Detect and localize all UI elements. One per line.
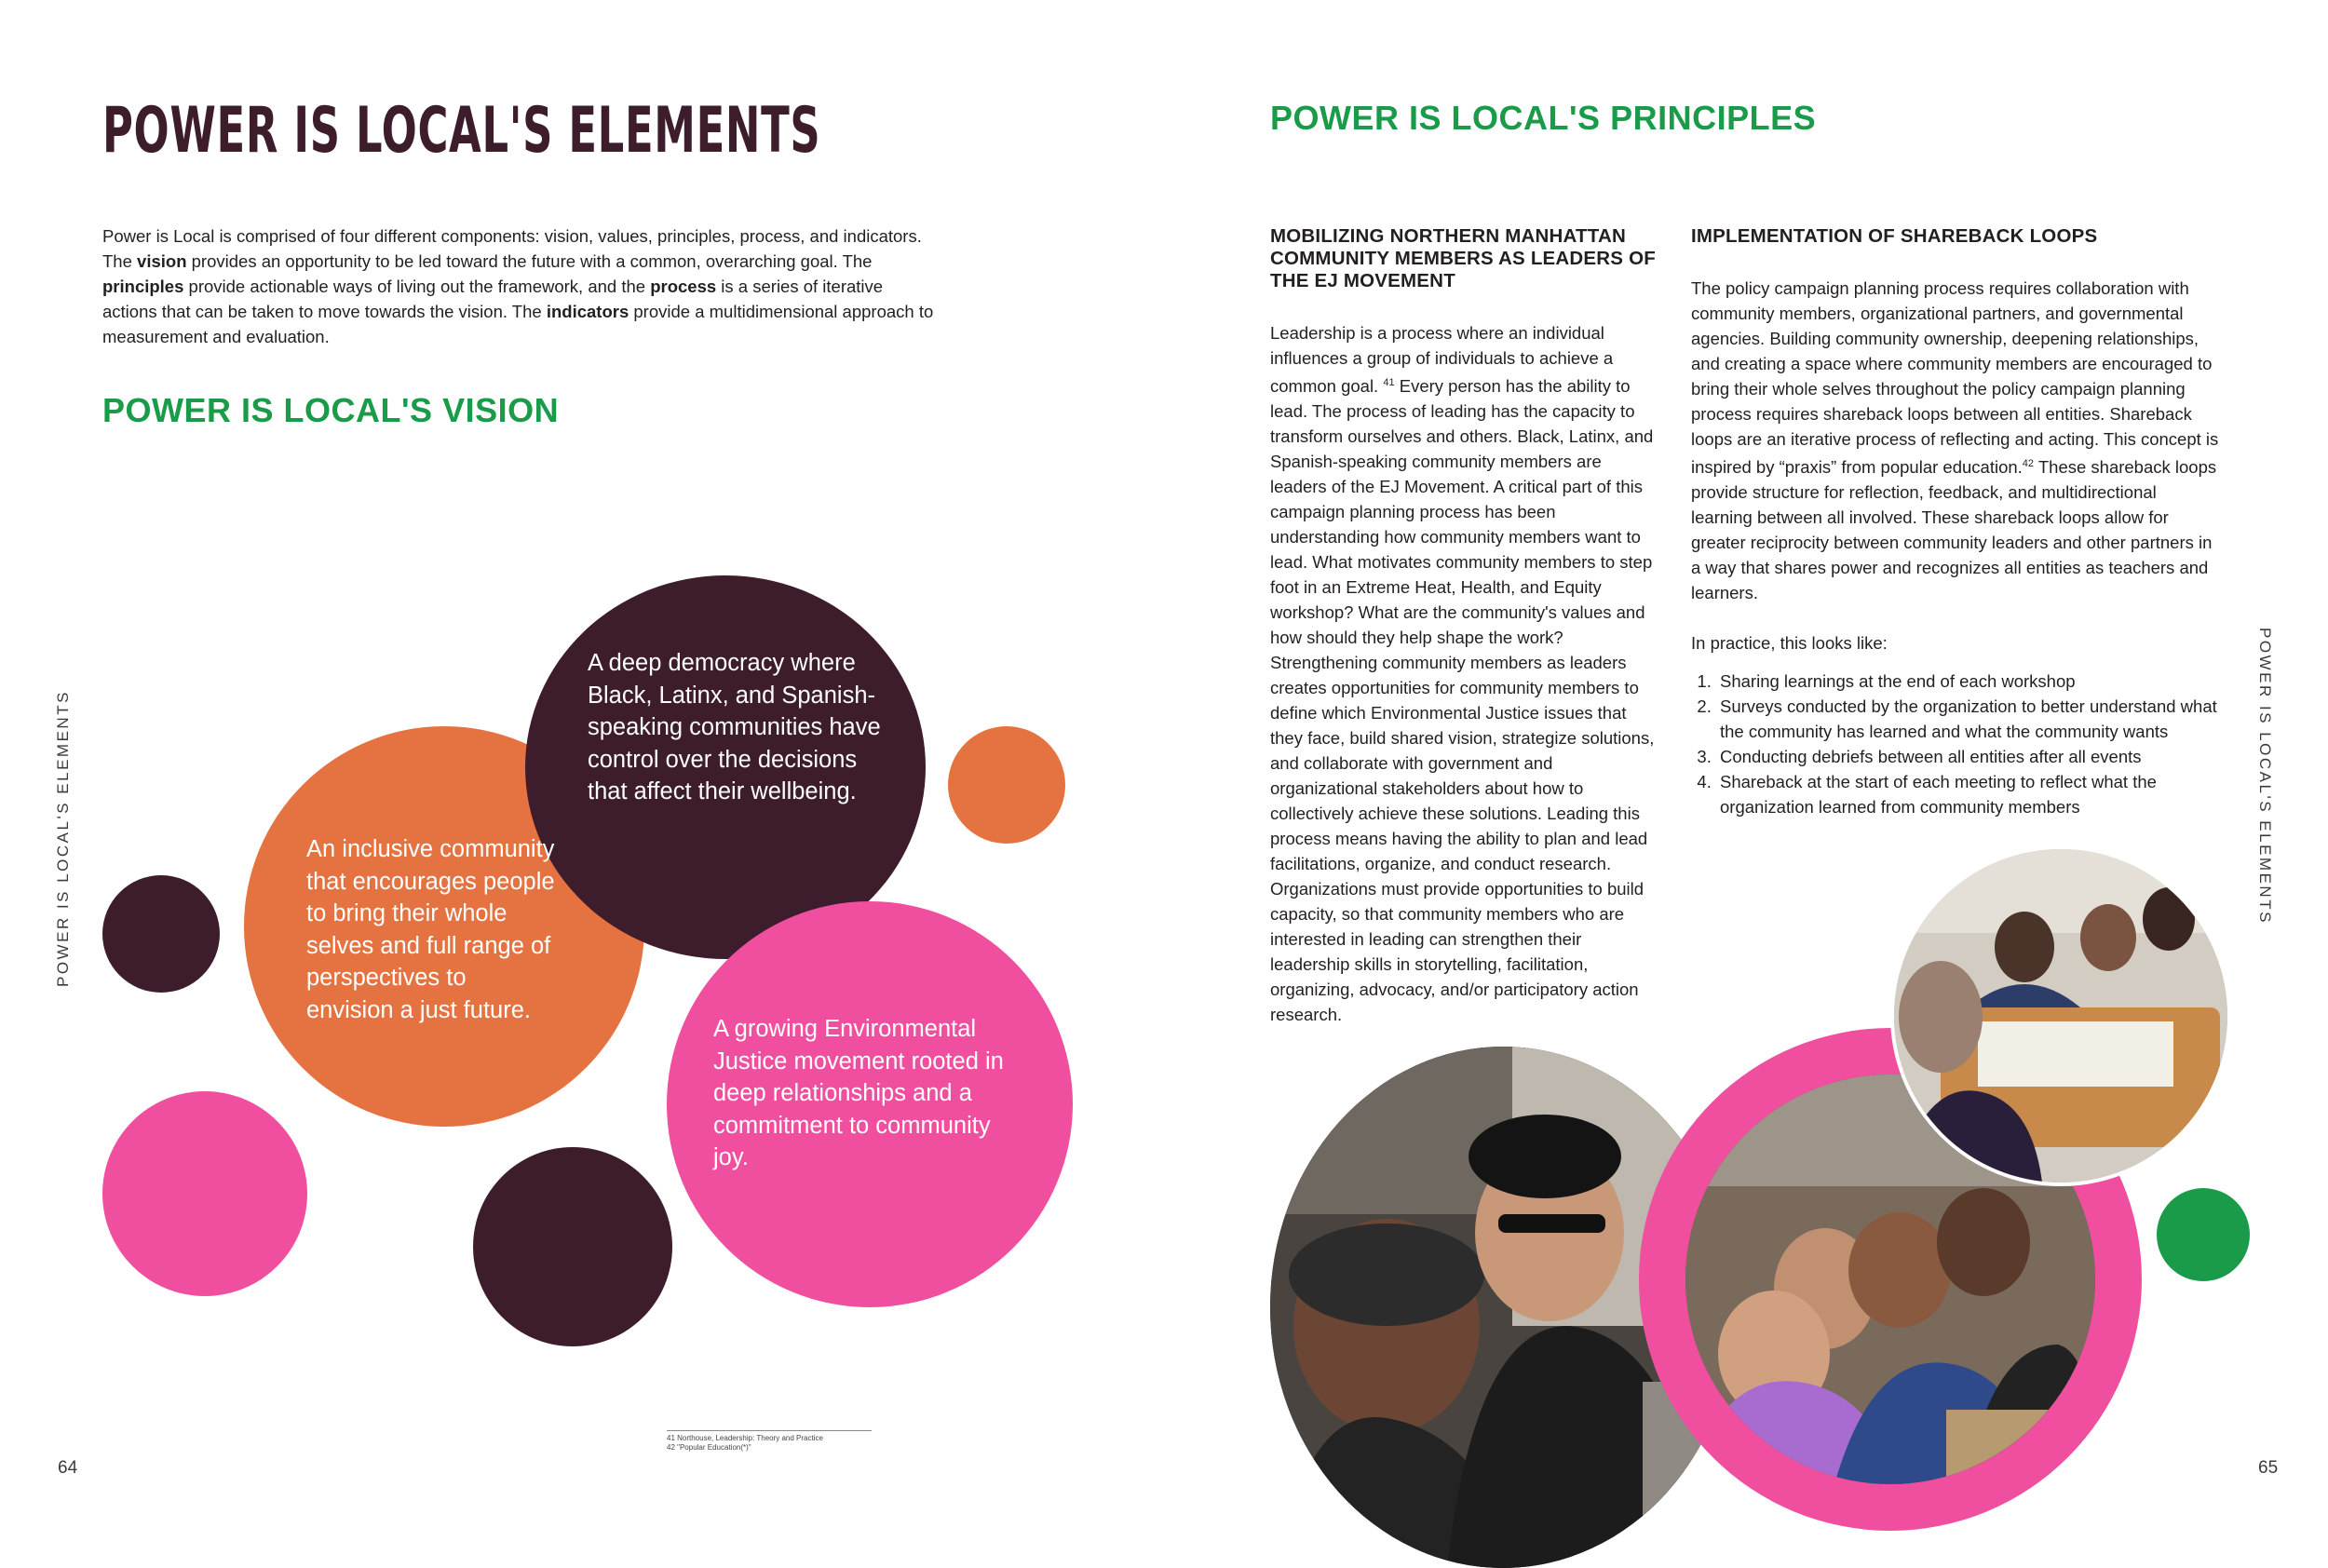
vision-heading: POWER IS LOCAL'S VISION [102, 391, 560, 429]
col2-heading: IMPLEMENTATION OF SHAREBACK LOOPS [1691, 225, 2098, 247]
principles-heading: POWER IS LOCAL'S PRINCIPLES [1270, 99, 1817, 137]
green-accent-circle [2157, 1188, 2250, 1281]
vision-growing-movement: A growing Environmental Justice movement rooted in deep relationships and a commitment to community joy. [713, 1016, 1004, 1170]
col1-heading: MOBILIZING NORTHERN MANHATTAN COMMUNITY MEMBERS AS LEADERS OF THE EJ MOVEMENT [1270, 225, 1656, 291]
page-number-right: 65 [2258, 1458, 2279, 1478]
page-title: POWER IS LOCAL'S ELEMENTS [102, 94, 821, 168]
pink-circle-small [102, 1091, 307, 1296]
practice-intro: In practice, this looks like: [1691, 633, 1888, 654]
left-side-label: POWER IS LOCAL'S ELEMENTS [54, 690, 72, 987]
practice-list [1691, 669, 2222, 819]
col1-body: Leadership is a process where an individual influences a group of individuals to achieve a common goal. $^{41}$ Every person has the ability to lead. The process of leading has the capacity to transform ourselves and others. Black, Latinx, and Spanish-speaking community members are leaders of the EJ Movement. A critical part of this campaign planning process has been understanding how community members want to lead. What motivates community members to step foot in an Extreme Heat, Health, and Equity workshop? What are the community's values and how should they help shape the work? Strengthening community members as leaders creates opportunities for community members to define which Environmental Justice issues that they face, build shared vision, strategize solutions, and collaborate with government and organizational stakeholders about how to collectively achieve these solutions. Leading this process means having the ability to plan and lead facilitations, organize, and conduct research. Organizations must provide opportunities to build capacity, so that community members who are interested in leading can strengthen their leadership skills in storytelling, facilitation, organizing, advocacy, and/or participatory action research. [1270, 323, 1655, 1025]
intro-paragraph: Power is Local is comprised of four different components: vision, values, principles, process, and indicators. The vision provides an opportunity to be led toward the future with a common, overarching goal. The principles provide actionable ways of living out the framework, and the process is a series of iterative actions that can be taken to move towards the vision. The indicators provide a multidimensional approach to measurement and evaluation. [102, 226, 934, 346]
list-item: 3. Conducting debriefs between all entities after all events [1716, 744, 2222, 769]
list-item: 2. Surveys conducted by the organization to better understand what the community has learned and what the community wants [1716, 694, 2222, 744]
vision-inclusive-community: An inclusive community that encourages people to bring their whole selves and full range of perspectives to envision a just future. [306, 836, 555, 1023]
col2-body: The policy campaign planning process requires collaboration with community members, organizational partners, and governmental agencies. Building community ownership, deepening relationships, and creating a space where community members are encouraged to bring their whole selves throughout the policy campaign planning process requires shareback loops between all entities. Shareback loops are an iterative process of reflecting and acting. This concept is inspired by “praxis” from popular education.$^{42}$ These shareback loops provide structure for reflection, feedback, and multidirectional learning between all involved. These shareback loops allow for greater reciprocity between community leaders and other partners in a way that shares power and recognizes all entities as teachers and learners. [1691, 278, 2219, 603]
column-shareback [1691, 225, 2222, 819]
page-number-left: 64 [58, 1458, 78, 1478]
orange-circle-small [948, 726, 1065, 844]
workshop-photo-3 [1890, 845, 2231, 1186]
list-item: 1. Sharing learnings at the end of each workshop [1716, 669, 2222, 694]
list-item: 4. Shareback at the start of each meeting to reflect what the organization learned from community members [1716, 769, 2222, 819]
vision-deep-democracy: A deep democracy where Black, Latinx, and Spanish-speaking communities have control over the decisions that affect their wellbeing. [588, 650, 881, 804]
column-leaders [1270, 225, 1661, 1027]
plum-circle-medium [473, 1147, 672, 1346]
footnote-42: 42 "Popular Education(*)" [667, 1443, 751, 1452]
small-plum-circle [102, 875, 220, 993]
right-side-label: POWER IS LOCAL'S ELEMENTS [2256, 628, 2274, 925]
footnotes [667, 1430, 872, 1453]
footnote-41: 41 Northouse, Leadership: Theory and Practice [667, 1434, 823, 1442]
workshop-photo-3-image [1894, 849, 2231, 1186]
